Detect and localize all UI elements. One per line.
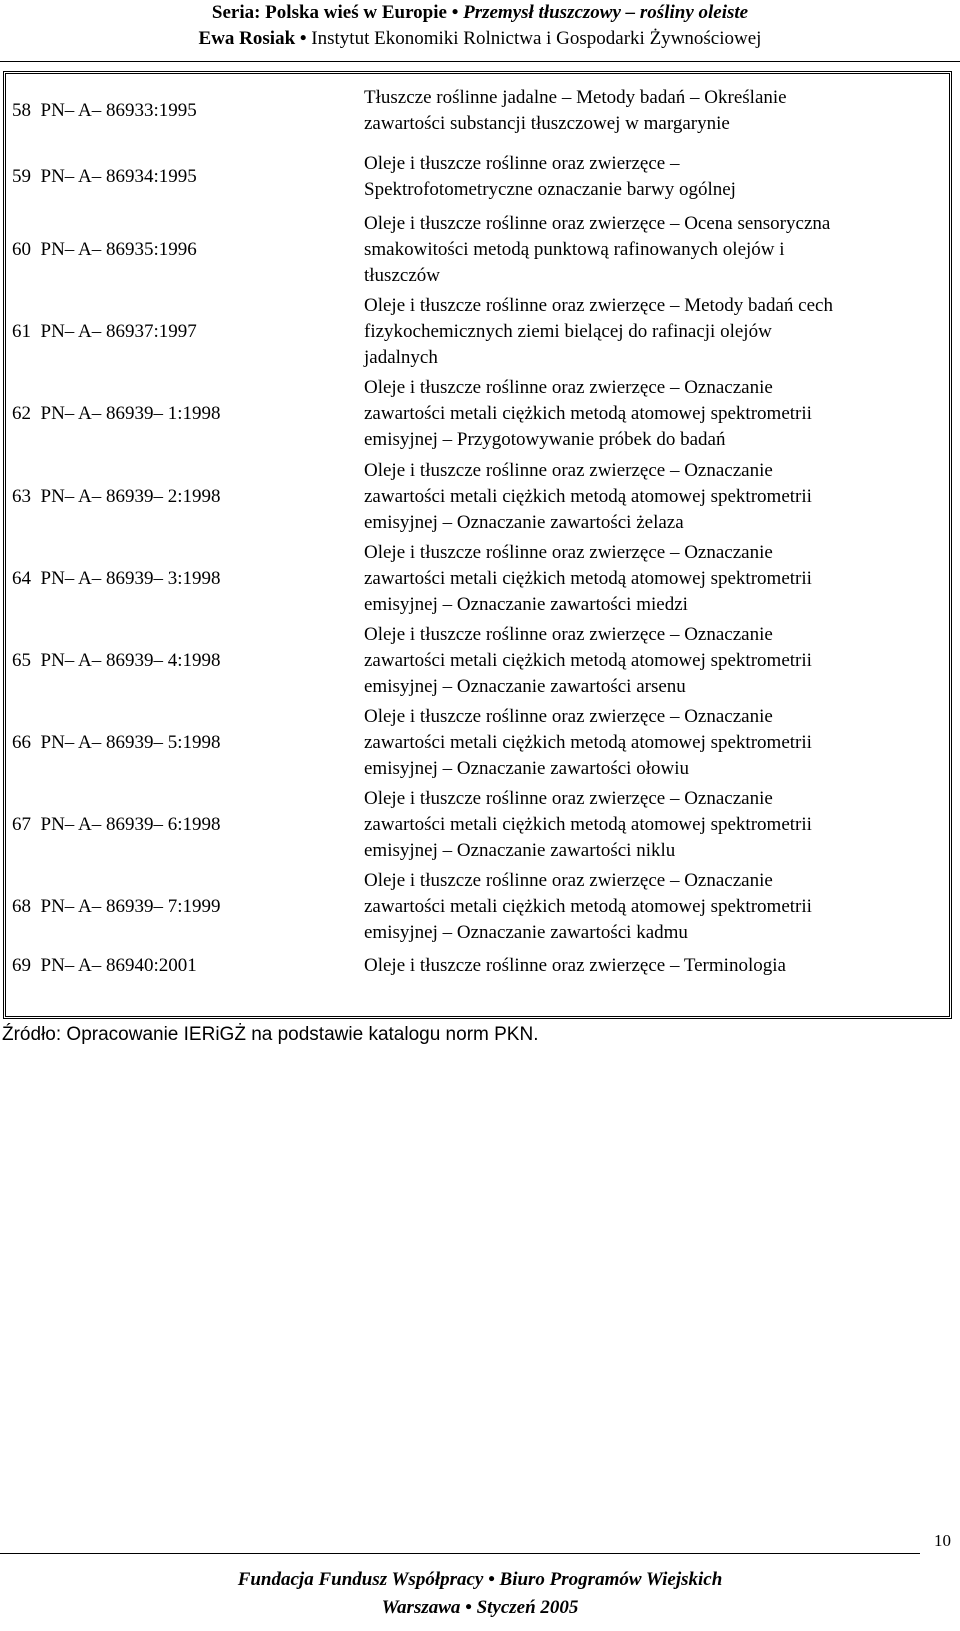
standard-title: [364, 293, 949, 371]
standard-title: [364, 786, 949, 864]
row-number: 61: [12, 321, 31, 342]
series-prefix: Seria: Polska wieś w Europie: [211, 2, 447, 23]
row-number: 64: [12, 568, 31, 589]
title-line: zawartości metali ciężkich metodą atomowej spektrometrii: [364, 814, 812, 835]
row-number: 66: [12, 732, 31, 753]
title-line: emisyjnej – Oznaczanie zawartości niklu: [364, 840, 676, 861]
standard-title: [364, 458, 949, 536]
standard-title: [364, 85, 949, 137]
institute-name: Instytut Ekonomiki Rolnictwa i Gospodarki Żywnościowej: [311, 28, 762, 49]
standard-id: [12, 730, 221, 756]
standard-title: [364, 868, 949, 946]
standards-table: [3, 71, 952, 1019]
standard-id: [12, 894, 221, 920]
title-line: Oleje i tłuszcze roślinne oraz zwierzęce – Ocena sensoryczna: [364, 213, 831, 234]
footer-date: Styczeń 2005: [476, 1597, 579, 1618]
standard-title: [364, 151, 949, 203]
standard-id: [12, 237, 197, 263]
bullet-icon: •: [451, 2, 459, 23]
standard-title: [364, 375, 949, 453]
header-divider: [0, 61, 960, 62]
row-number: 58: [12, 100, 31, 121]
footer-office: Biuro Programów Wiejskich: [499, 1569, 723, 1590]
row-number: 67: [12, 814, 31, 835]
title-line: zawartości substancji tłuszczowej w margarynie: [364, 113, 730, 134]
row-number: 68: [12, 896, 31, 917]
standard-id: [12, 566, 221, 592]
title-line: Oleje i tłuszcze roślinne oraz zwierzęce –: [364, 153, 680, 174]
standard-id: [12, 401, 221, 427]
title-line: emisyjnej – Oznaczanie zawartości kadmu: [364, 922, 688, 943]
standard-id: [12, 953, 197, 979]
standard-code: PN– A– 86935:1996: [40, 239, 197, 260]
standard-code: PN– A– 86939– 7:1999: [40, 896, 221, 917]
standard-code: PN– A– 86939– 6:1998: [40, 814, 221, 835]
bullet-icon: •: [465, 1597, 472, 1618]
footer-divider: [0, 1553, 920, 1554]
standard-id: [12, 164, 197, 190]
title-line: Tłuszcze roślinne jadalne – Metody badań – Określanie: [364, 87, 787, 108]
title-line: Oleje i tłuszcze roślinne oraz zwierzęce – Terminologia: [364, 955, 786, 976]
title-line: Oleje i tłuszcze roślinne oraz zwierzęce – Oznaczanie: [364, 624, 773, 645]
bullet-icon: •: [488, 1569, 495, 1590]
standard-title: [364, 622, 949, 700]
row-number: 65: [12, 650, 31, 671]
title-line: emisyjnej – Oznaczanie zawartości ołowiu: [364, 758, 689, 779]
footer-line-1: [0, 1569, 960, 1591]
standard-title: [364, 704, 949, 782]
source-note: Źródło: Opracowanie IERiGŻ na podstawie katalogu norm PKN.: [2, 1024, 539, 1045]
standard-title: [364, 953, 949, 979]
title-line: zawartości metali ciężkich metodą atomowej spektrometrii: [364, 403, 812, 424]
standard-code: PN– A– 86934:1995: [40, 166, 197, 187]
title-line: Oleje i tłuszcze roślinne oraz zwierzęce – Oznaczanie: [364, 377, 773, 398]
title-line: zawartości metali ciężkich metodą atomowej spektrometrii: [364, 650, 812, 671]
bullet-icon: •: [299, 28, 307, 49]
title-line: tłuszczów: [364, 265, 440, 286]
title-line: zawartości metali ciężkich metodą atomowej spektrometrii: [364, 568, 812, 589]
title-line: Oleje i tłuszcze roślinne oraz zwierzęce – Metody badań cech: [364, 295, 833, 316]
title-line: emisyjnej – Oznaczanie zawartości arsenu: [364, 676, 686, 697]
standard-id: [12, 812, 221, 838]
title-line: zawartości metali ciężkich metodą atomowej spektrometrii: [364, 486, 812, 507]
title-line: zawartości metali ciężkich metodą atomowej spektrometrii: [364, 732, 812, 753]
series-line: [0, 2, 960, 24]
title-line: Oleje i tłuszcze roślinne oraz zwierzęce – Oznaczanie: [364, 706, 773, 727]
row-number: 69: [12, 955, 31, 976]
title-line: Spektrofotometryczne oznaczanie barwy ogólnej: [364, 179, 736, 200]
title-line: emisyjnej – Oznaczanie zawartości żelaza: [364, 512, 684, 533]
title-line: Oleje i tłuszcze roślinne oraz zwierzęce – Oznaczanie: [364, 788, 773, 809]
footer-foundation: Fundacja Fundusz Współpracy: [237, 1569, 484, 1590]
standard-code: PN– A– 86939– 3:1998: [40, 568, 221, 589]
standard-title: [364, 211, 949, 289]
page-number: 10: [934, 1531, 951, 1550]
standard-code: PN– A– 86933:1995: [40, 100, 197, 121]
row-number: 63: [12, 486, 31, 507]
row-number: 62: [12, 403, 31, 424]
standard-code: PN– A– 86939– 2:1998: [40, 486, 221, 507]
series-topic: Przemysł tłuszczowy – rośliny oleiste: [463, 2, 749, 23]
title-line: Oleje i tłuszcze roślinne oraz zwierzęce – Oznaczanie: [364, 542, 773, 563]
author-name: Ewa Rosiak: [198, 28, 296, 49]
title-line: Oleje i tłuszcze roślinne oraz zwierzęce – Oznaczanie: [364, 870, 773, 891]
standard-id: [12, 648, 221, 674]
author-line: [0, 28, 960, 50]
footer-city: Warszawa: [381, 1597, 461, 1618]
title-line: jadalnych: [364, 347, 438, 368]
title-line: emisyjnej – Przygotowywanie próbek do badań: [364, 429, 726, 450]
title-line: zawartości metali ciężkich metodą atomowej spektrometrii: [364, 896, 812, 917]
standard-code: PN– A– 86939– 1:1998: [40, 403, 221, 424]
standard-id: [12, 484, 221, 510]
title-line: smakowitości metodą punktową rafinowanych olejów i: [364, 239, 785, 260]
title-line: emisyjnej – Oznaczanie zawartości miedzi: [364, 594, 688, 615]
title-line: fizykochemicznych ziemi bielącej do rafinacji olejów: [364, 321, 772, 342]
title-line: Oleje i tłuszcze roślinne oraz zwierzęce – Oznaczanie: [364, 460, 773, 481]
standard-code: PN– A– 86940:2001: [40, 955, 197, 976]
footer-line-2: [0, 1597, 960, 1619]
standard-code: PN– A– 86939– 4:1998: [40, 650, 221, 671]
row-number: 59: [12, 166, 31, 187]
standard-code: PN– A– 86939– 5:1998: [40, 732, 221, 753]
standard-title: [364, 540, 949, 618]
standard-code: PN– A– 86937:1997: [40, 321, 197, 342]
row-number: 60: [12, 239, 31, 260]
standard-id: [12, 319, 197, 345]
standard-id: [12, 98, 197, 124]
